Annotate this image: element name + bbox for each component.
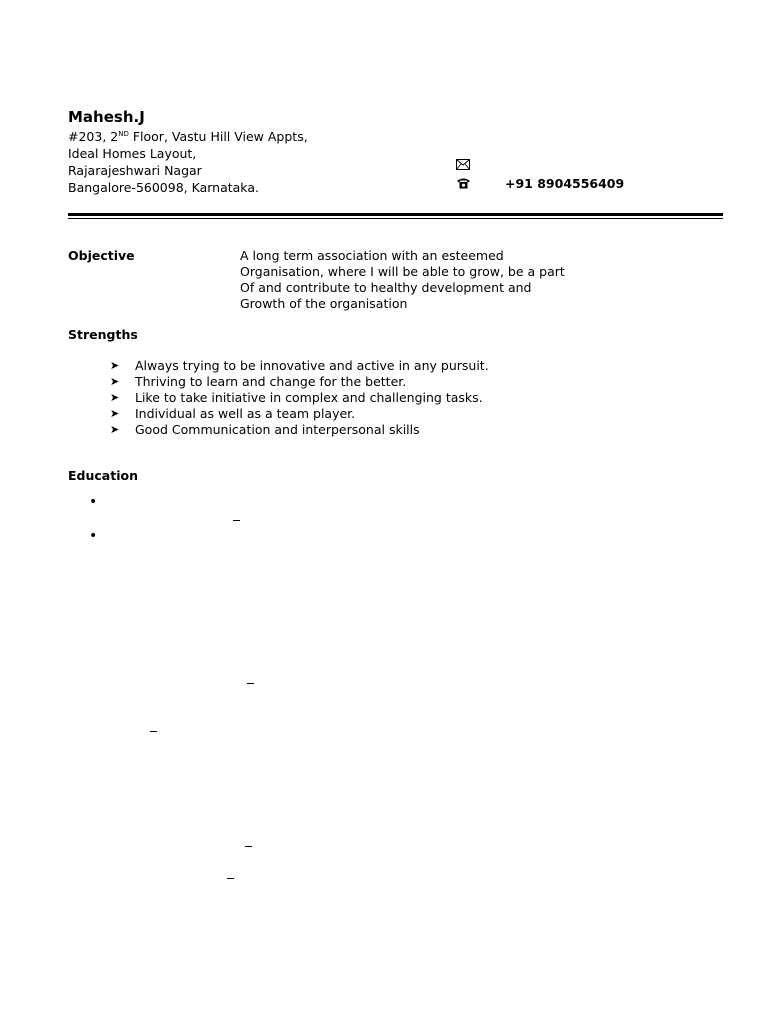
header-divider-thin <box>68 218 723 219</box>
address-line-4: Bangalore-560098, Karnataka. <box>68 180 259 195</box>
address-line-3: Rajarajeshwari Nagar <box>68 163 202 178</box>
address-line-2: Ideal Homes Layout, <box>68 146 197 161</box>
arrow-bullet-icon: ➤ <box>110 391 120 404</box>
arrow-bullet-icon: ➤ <box>110 359 120 372</box>
objective-line: Organisation, where I will be able to grow, be a part <box>240 264 565 279</box>
arrow-bullet-icon: ➤ <box>110 375 120 388</box>
telephone-icon <box>456 177 472 191</box>
objective-line: A long term association with an esteemed <box>240 248 504 263</box>
arrow-bullet-icon: ➤ <box>110 407 120 420</box>
phone-number: +91 8904556409 <box>505 176 625 191</box>
list-item: ➤ Always trying to be innovative and active in any pursuit. <box>110 358 489 373</box>
candidate-name: Mahesh.J <box>68 108 145 126</box>
objective-heading: Objective <box>68 248 135 263</box>
dash-mark <box>227 878 234 879</box>
education-heading: Education <box>68 468 138 483</box>
dash-mark <box>233 520 240 521</box>
objective-line: Growth of the organisation <box>240 296 408 311</box>
objective-text <box>240 248 565 312</box>
list-item: ➤ Thriving to learn and change for the better. <box>110 374 407 389</box>
arrow-bullet-icon: ➤ <box>110 423 120 436</box>
strengths-heading: Strengths <box>68 327 138 342</box>
dash-mark <box>247 683 254 684</box>
list-item: ➤ Like to take initiative in complex and challenging tasks. <box>110 390 483 405</box>
education-bullet-icon: • <box>89 494 98 510</box>
dash-mark <box>245 846 252 847</box>
strengths-list <box>110 358 489 438</box>
header-divider-thick <box>68 213 723 216</box>
address-line-1: #203, 2ND Floor, Vastu Hill View Appts, <box>68 129 308 144</box>
education-bullet-icon: • <box>89 528 98 544</box>
list-item: ➤ Individual as well as a team player. <box>110 406 356 421</box>
dash-mark <box>150 731 157 732</box>
objective-line: Of and contribute to healthy development and <box>240 280 532 295</box>
envelope-icon <box>456 159 472 173</box>
address-block <box>68 126 308 196</box>
list-item: ➤ Good Communication and interpersonal skills <box>110 422 420 437</box>
